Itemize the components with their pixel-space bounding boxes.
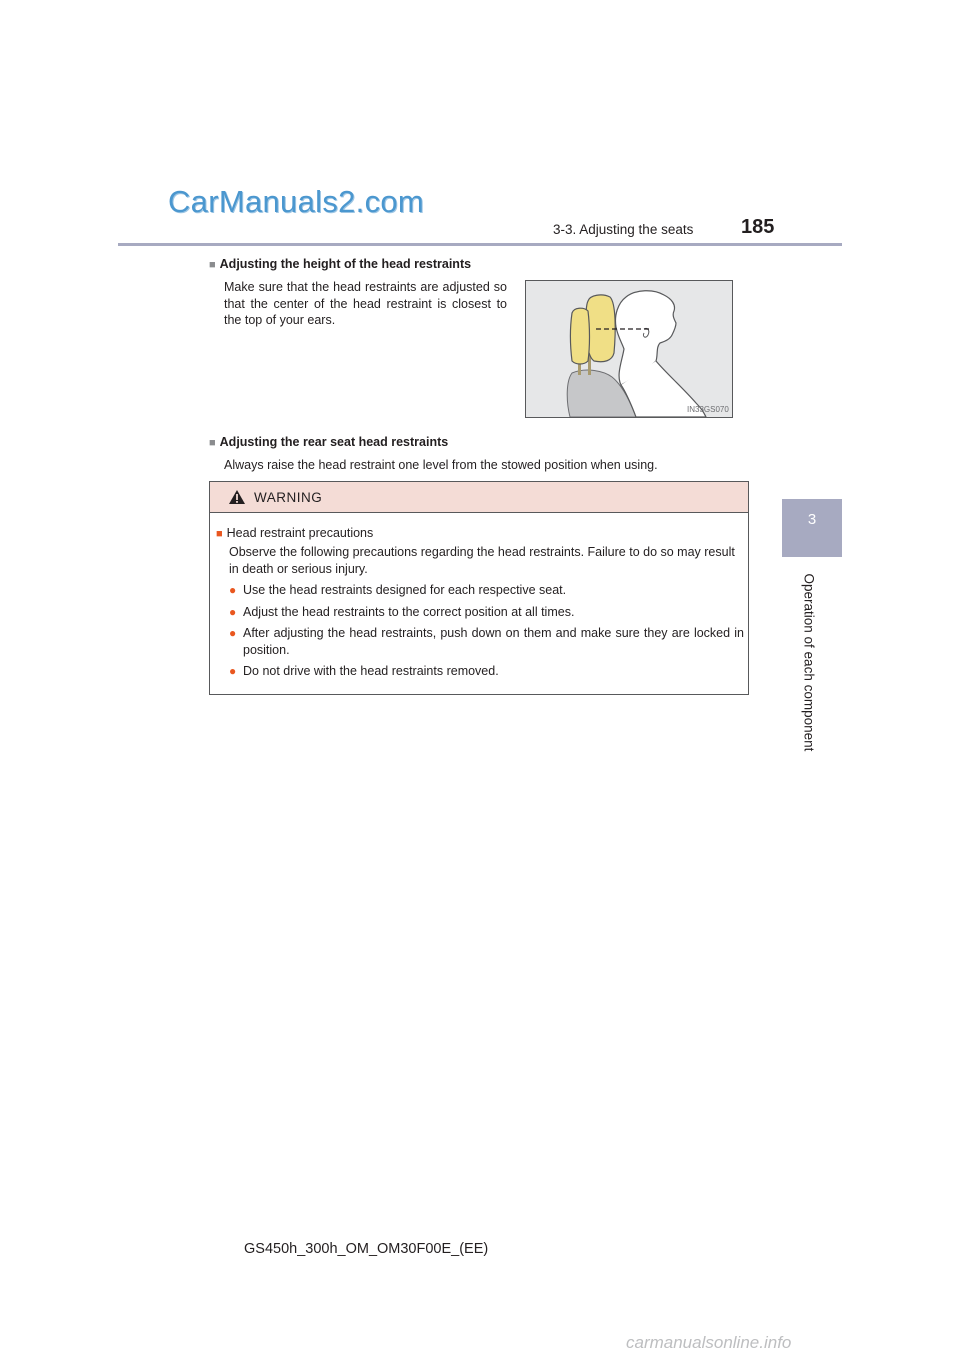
page-number: 185 [741, 216, 775, 238]
section1-heading-text: Adjusting the height of the head restraints [219, 257, 472, 271]
bullet-dot-icon: ● [229, 583, 237, 597]
bullet-dot-icon: ● [229, 604, 237, 619]
warning-box [209, 481, 749, 695]
footer-manual-code: GS450h_300h_OM_OM30F00E_(EE) [244, 1241, 489, 1257]
warning-triangle-icon [228, 489, 246, 505]
bullet-text: Adjust the head restraints to the correct position at all times. [243, 604, 575, 619]
bullet-text: Use the head restraints designed for each respective seat. [243, 583, 567, 597]
header-section-title: 3-3. Adjusting the seats [553, 222, 694, 237]
illustration-code: IN33GS070 [687, 405, 729, 414]
chapter-tab [782, 499, 842, 557]
bullet-text: After adjusting the head restraints, push down on them and make sure they are locked in position. [243, 626, 744, 657]
list-item [229, 604, 744, 621]
section1-body: Make sure that the head restraints are adjusted so that the center of the head restraint is closest to the top of your ears. [224, 280, 507, 327]
section1-heading [209, 257, 471, 271]
bullet-text: Do not drive with the head restraints removed. [243, 664, 499, 678]
warning-header [210, 482, 748, 513]
list-item [229, 625, 744, 658]
head-restraint-diagram [526, 281, 732, 417]
watermark-top: CarManuals2.com [168, 184, 425, 219]
square-bullet-icon: ■ [209, 437, 216, 449]
chapter-title: Operation of each component [801, 573, 817, 752]
warning-content [216, 526, 744, 680]
watermark-bottom: carmanualsonline.info [626, 1333, 792, 1352]
bullet-dot-icon: ● [229, 664, 237, 678]
bullet-dot-icon: ● [229, 626, 237, 640]
chapter-number: 3 [807, 511, 817, 528]
list-item [229, 663, 744, 680]
section2-heading-text: Adjusting the rear seat head restraints [219, 435, 449, 449]
section2-body: Always raise the head restraint one level from the stowed position when using. [224, 458, 658, 472]
warning-subheading-text: Head restraint precautions [226, 526, 374, 540]
list-item [229, 582, 744, 599]
warning-title: WARNING [254, 489, 323, 505]
warning-subheading [216, 526, 744, 540]
square-bullet-icon: ■ [216, 528, 223, 540]
section2-heading [209, 435, 448, 449]
square-bullet-icon: ■ [209, 259, 216, 271]
header-rule [118, 243, 842, 246]
head-restraint-illustration [525, 280, 733, 418]
warning-intro: Observe the following precautions regarding the head restraints. Failure to do so may result in death or serious injury. [229, 545, 735, 576]
